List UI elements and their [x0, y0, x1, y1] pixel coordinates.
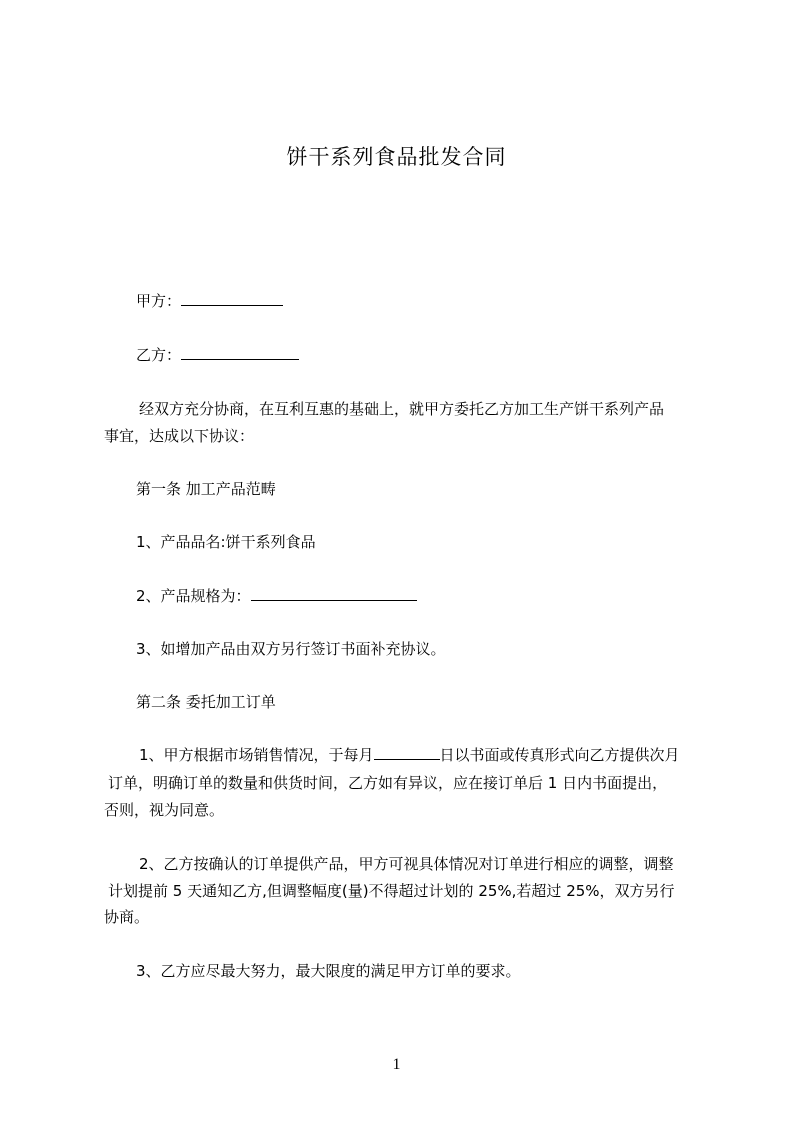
article-2-item-1-line-3: 否则，视为同意。: [104, 801, 225, 819]
article-2-item-3: 3、乙方应尽最大努力，最大限度的满足甲方订单的要求。: [136, 962, 521, 980]
party-b-label: 乙方：: [136, 346, 182, 364]
intro-line-2: 事宜，达成以下协议：: [104, 427, 255, 445]
article-2-item-2-line-2: 计划提前 5 天通知乙方,但调整幅度(量)不得超过计划的 25%,若超过 25%，双方另行: [108, 882, 675, 900]
article-2-heading: 第二条 委托加工订单: [136, 693, 276, 711]
article-1-item-2: 2、产品规格为：: [136, 587, 251, 605]
monthly-day-blank: [374, 744, 440, 760]
party-a-line: [136, 290, 283, 312]
article-2-item-1-line-1: [139, 744, 680, 766]
article-2-item-2-line-1: 2、乙方按确认的订单提供产品，甲方可视具体情况对订单进行相应的调整，调整: [139, 855, 674, 873]
intro-line-1: 经双方充分协商，在互利互惠的基础上，就甲方委托乙方加工生产饼干系列产品: [139, 400, 665, 418]
article-2-item-2-line-3: 协商。: [104, 908, 150, 926]
party-b-line: [136, 344, 299, 366]
article-2-item-1-line-2: 订单，明确订单的数量和供货时间，乙方如有异议，应在接订单后 1 日内书面提出，: [108, 774, 668, 792]
article-1-item-2-line: [136, 585, 417, 607]
article-2-item-1-after-blank: 日以书面或传真形式向乙方提供次月: [439, 746, 680, 764]
party-a-label: 甲方：: [136, 292, 182, 310]
article-1-item-3: 3、如增加产品由双方另行签订书面补充协议。: [136, 640, 446, 658]
document-title: 饼干系列食品批发合同: [286, 145, 507, 169]
product-spec-blank: [251, 585, 417, 601]
article-1-item-1: 1、产品品名:饼干系列食品: [136, 533, 316, 551]
party-a-blank: [181, 290, 283, 306]
article-1-heading: 第一条 加工产品范畴: [136, 480, 276, 498]
page-number: 1: [392, 1056, 401, 1073]
party-b-blank: [181, 344, 299, 360]
article-2-item-1-before-blank: 1、甲方根据市场销售情况，于每月: [139, 746, 374, 764]
